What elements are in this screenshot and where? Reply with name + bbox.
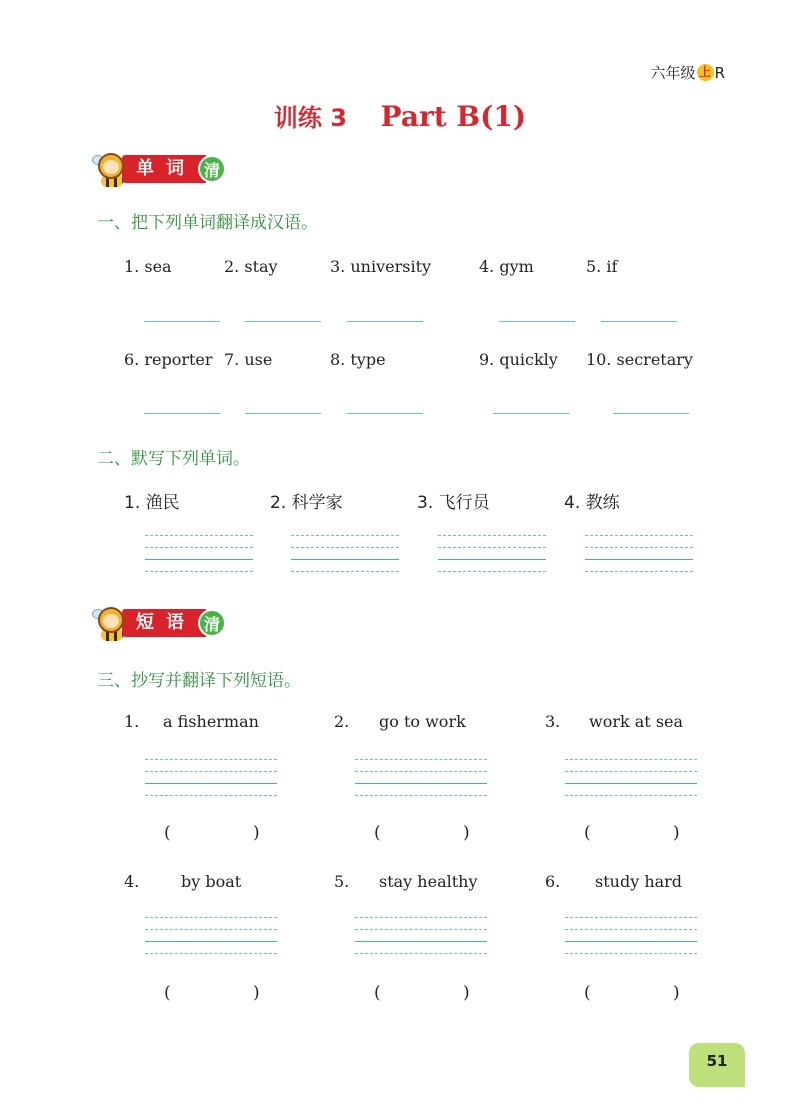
grade-prefix: 六年级 (650, 64, 696, 82)
word-6: 6. reporter (124, 350, 213, 369)
section3-title: 三、抄写并翻译下列短语。 (97, 671, 301, 691)
phrase-writing-lines-1[interactable] (145, 757, 277, 801)
answer-line-4[interactable] (499, 321, 575, 322)
phrase-writing-lines-4[interactable] (145, 915, 277, 959)
words-banner-label: 单词 (122, 155, 206, 183)
paren-close-4: ) (253, 983, 260, 1003)
word-9: 9. quickly (479, 350, 558, 369)
cn-word-2: 2. 科学家 (270, 493, 343, 513)
grade-suffix: R (714, 63, 725, 82)
answer-line-7[interactable] (245, 413, 321, 414)
answer-line-8[interactable] (347, 413, 423, 414)
word-10: 10. secretary (586, 350, 693, 369)
bee-mascot-icon (92, 605, 128, 641)
phrase-5: stay healthy (379, 872, 478, 891)
phrases-banner (92, 606, 226, 640)
phrase-number-6: 6. (545, 872, 561, 891)
answer-line-2[interactable] (245, 321, 321, 322)
words-banner (92, 152, 226, 186)
page-title (0, 98, 800, 133)
word-4: 4. gym (479, 257, 534, 276)
cn-word-1: 1. 渔民 (124, 493, 180, 513)
title-english: Part B(1) (380, 100, 527, 133)
phrase-number-5: 5. (334, 872, 350, 891)
answer-line-9[interactable] (493, 413, 569, 414)
phrases-banner-label: 短语 (122, 609, 206, 637)
writing-lines-1[interactable] (145, 533, 253, 577)
paren-open-4: ( (164, 983, 171, 1003)
answer-line-5[interactable] (601, 321, 677, 322)
word-8: 8. type (330, 350, 386, 369)
words-banner-badge: 清 (198, 155, 226, 183)
section2-title: 二、默写下列单词。 (97, 449, 250, 469)
phrase-number-1: 1. (124, 712, 140, 731)
grade-up-badge: 上 (697, 64, 714, 81)
phrase-4: by boat (181, 872, 242, 891)
paren-open-6: ( (584, 983, 591, 1003)
paren-close-2: ) (463, 823, 470, 843)
answer-line-1[interactable] (144, 321, 220, 322)
paren-open-1: ( (164, 823, 171, 843)
cn-word-3: 3. 飞行员 (417, 493, 490, 513)
phrase-writing-lines-2[interactable] (355, 757, 487, 801)
phrase-writing-lines-5[interactable] (355, 915, 487, 959)
phrase-1: a fisherman (163, 712, 259, 731)
word-1: 1. sea (124, 257, 172, 276)
phrase-number-3: 3. (545, 712, 561, 731)
paren-close-3: ) (673, 823, 680, 843)
phrase-number-4: 4. (124, 872, 140, 891)
paren-open-5: ( (374, 983, 381, 1003)
answer-line-6[interactable] (144, 413, 220, 414)
writing-lines-4[interactable] (585, 533, 693, 577)
paren-close-1: ) (253, 823, 260, 843)
title-chinese: 训练 3 (273, 104, 347, 132)
word-5: 5. if (586, 257, 618, 276)
phrase-writing-lines-3[interactable] (565, 757, 697, 801)
writing-lines-2[interactable] (291, 533, 399, 577)
paren-open-2: ( (374, 823, 381, 843)
word-7: 7. use (224, 350, 273, 369)
phrase-2: go to work (379, 712, 466, 731)
paren-close-6: ) (673, 983, 680, 1003)
page-number: 51 (689, 1043, 745, 1087)
phrases-banner-badge: 清 (198, 609, 226, 637)
phrase-3: work at sea (589, 712, 684, 731)
phrase-number-2: 2. (334, 712, 350, 731)
word-2: 2. stay (224, 257, 278, 276)
writing-lines-3[interactable] (438, 533, 546, 577)
answer-line-3[interactable] (347, 321, 423, 322)
paren-open-3: ( (584, 823, 591, 843)
section1-title: 一、把下列单词翻译成汉语。 (97, 213, 318, 233)
grade-label (651, 62, 725, 83)
phrase-writing-lines-6[interactable] (565, 915, 697, 959)
answer-line-10[interactable] (613, 413, 689, 414)
cn-word-4: 4. 教练 (564, 493, 620, 513)
phrase-6: study hard (595, 872, 683, 891)
paren-close-5: ) (463, 983, 470, 1003)
bee-mascot-icon (92, 151, 128, 187)
word-3: 3. university (330, 257, 432, 276)
